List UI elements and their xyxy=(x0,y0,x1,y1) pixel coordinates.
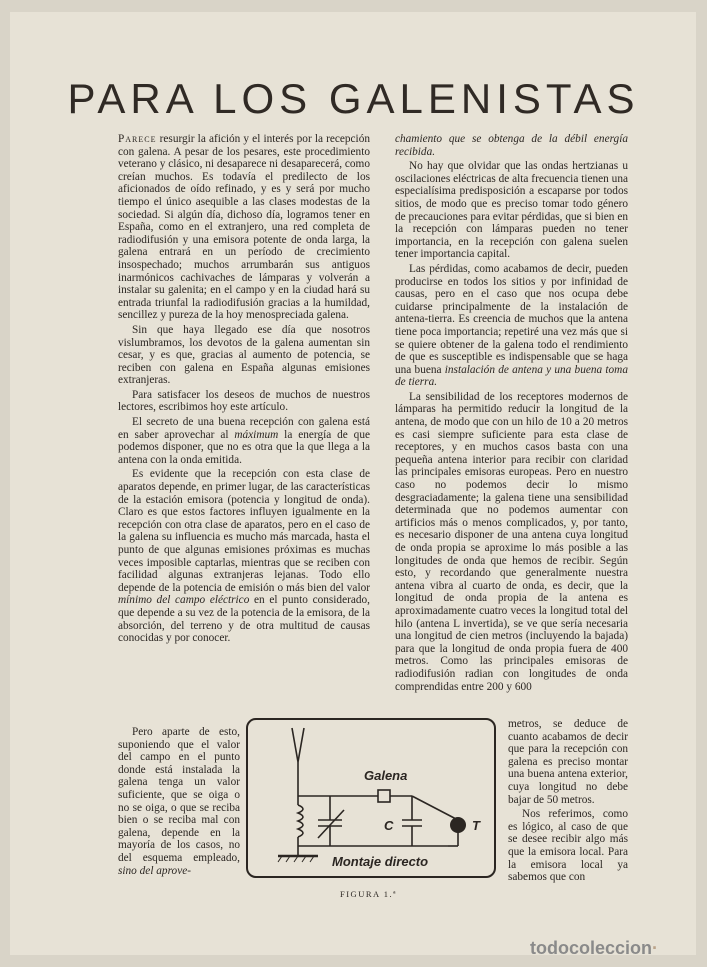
paragraph-text: Es evidente que la recepción con esta clase de aparatos depende, en primer lugar, de las características de la estación emisora (potencia y longitud de onda). Claro es que estos factores influyen igualmente en la recepción con otra clase de aparatos, pero en el caso de la galena su influencia es mucho más marcada, hasta el punto de que algunas emisiones próximas es muchas veces imposible captarlas, mientras que se reciben con facilidad algunas extranjeras lejanas. Todo ello depende de la potencia de emisión o más bien del valor xyxy=(118,468,370,594)
paragraph: Para satisfacer los deseos de muchos de nuestros lectores, escribimos hoy este artículo. xyxy=(118,388,370,414)
emphasis-text: instalación de antena y una buena toma de tierra. xyxy=(395,363,628,389)
capacitor-label: C xyxy=(384,818,394,833)
article-title: PARA LOS GALENISTAS xyxy=(67,75,640,122)
galena-detector xyxy=(378,790,390,802)
paragraph-text: resurgir la afición y el interés por la recepción con galena. A pesar de los pesares, este procedimiento veterano y clásico, ni desaparece ni desaparecerá, como creían muchos. Es todavía el predilecto de los aficionados de oído refinado, y es y será por mucho tiempo el único asequible a las clases modestas de la sociedad. Si algún día, dichoso día, logramos tener en España, como en el extranjero, una red completa de radiodifusión y una emisora potente de onda larga, la galena entrará en un período de crecimiento insospechado; muchos arrumbarán sus antiguos inarmónicos cachivaches de lámparas y volverán a instalar su galenita; en el campo y en la ciudad hará su entrada triunfal la radiodifusión gracias a la humildad, sencillez y pureza de la hoy menospreciada galena. xyxy=(118,133,370,322)
emphasis-text: máximum xyxy=(234,428,279,441)
emphasis-text: sino del aprove- xyxy=(118,864,191,877)
figure-caption: FIGURA 1.ª xyxy=(340,889,398,899)
galena-label: Galena xyxy=(364,768,408,783)
paragraph: No hay que olvidar que las ondas hertzianas u oscilaciones eléctricas de alta frecuencia tienen una especialísima predisposición a escaparse por todos sitios, de modo que es preciso tomar todo género de precauciones para evitar pérdidas, que si bien en la recepción con lámparas pueden no tener importancia, en la recepción con galena suelen tener importancia capital. xyxy=(395,160,628,261)
column-right-continued xyxy=(508,718,628,886)
coil-symbol xyxy=(298,805,303,837)
figure-title: Montaje directo xyxy=(332,854,429,869)
paragraph-text: Pero aparte de esto, suponiendo que el valor del campo en el punto donde está instalada la galena tenga un valor suficiente, que se oiga o no se oiga, o que se reciba bien o se reciba mal con galena, depende en la mayoría de los casos, no del esquema empleado, xyxy=(118,726,240,864)
antenna-symbol xyxy=(292,728,304,762)
paragraph-text: la energía de que podemos disponer, que no es otra que la que llega a la antena con la onda emitida. xyxy=(118,428,370,466)
paragraph xyxy=(118,726,240,877)
paragraph-text: en el punto considerado, que depende a su vez de la potencia de la emisora, de la absorción, del terreno y de otra multitud de causas conocidas y por conocer. xyxy=(118,594,370,645)
watermark-dot: · xyxy=(652,938,659,958)
column-right xyxy=(395,133,628,695)
telephone-label: T xyxy=(472,818,480,833)
paragraph: La sensibilidad de los receptores modernos de lámparas ha permitido reducir la longitud de la antena, de modo que con un hilo de 10 a 20 metros es casi siempre suficiente para esta clase de receptores, y en muchos casos basta con una pequeña antena interior para recibir con claridad las principales emisoras europeas. Pero en nuestro caso no podemos decir lo mismo desgraciadamente; la galena tiene una sensibilidad determinada que no podemos aumentar con artificios más o menos complicados, y, por tanto, es necesario disponer de una antena cuya longitud de onda propia se aproxime lo más posible a las longitudes de onda que hemos de recibir. Según esto, y recordando que generalmente nuestra antena vibra al cuarto de onda, es decir, que la longitud de onda propia de la antena es aproximadamente cuatro veces la longitud total del hilo (antena L invertida), se ve que sería necesaria una longitud de cien metros (incluyendo la bajada) para que la longitud de onda propia fuera de 400 metros. Como las principales emisoras de radiodifusión radian con longitudes de onda comprendidas entre 200 y 600 xyxy=(395,390,628,693)
paragraph: chamiento que se obtenga de la débil energía recibida. xyxy=(395,133,628,158)
telephone-symbol xyxy=(450,817,466,833)
circuit-figure xyxy=(246,718,496,878)
column-left xyxy=(118,133,370,647)
paragraph-text: Las pérdidas, como acabamos de decir, pueden producirse en todos los sitios y por infinidad de causas, pero en el caso que nos ocupa debe cuidarse principalmente de la instalación de antena-tierra. Es creencia de muchos que la antena tiene poca importancia; repetiré una vez más que si se quiere obtener de la galena todo el rendimiento de que es susceptible es indispensable que se haga una buena xyxy=(395,262,628,376)
watermark xyxy=(530,938,658,959)
paragraph xyxy=(118,133,370,322)
paragraph: metros, se deduce de cuanto acabamos de decir que para la recepción con galena es preciso montar una buena antena exterior, cuya longitud no debe bajar de 50 metros. xyxy=(508,718,628,806)
paragraph xyxy=(118,416,370,466)
column-left-continued xyxy=(118,726,240,879)
emphasis-text: mínimo del campo eléctrico xyxy=(118,594,250,607)
paragraph xyxy=(395,263,628,389)
watermark-text: todocoleccion xyxy=(530,938,653,958)
paragraph: Nos referimos, como es lógico, al caso de que se desee recibir algo más que la emisora local. Para la emisora local ya sabemos que con xyxy=(508,808,628,884)
paragraph xyxy=(118,468,370,644)
paragraph: Sin que haya llegado ese día que nosotros vislumbramos, los devotos de la galena aumentan sin cesar, y es que, gracias al aumento de potencia, se reciben con galena en España algunas emisiones extranjeras. xyxy=(118,323,370,387)
circuit-diagram xyxy=(248,720,494,876)
paragraph-text: El secreto de una buena recepción con galena está en saber aprovechar al xyxy=(118,416,370,441)
lead-word: Parece xyxy=(118,133,157,145)
